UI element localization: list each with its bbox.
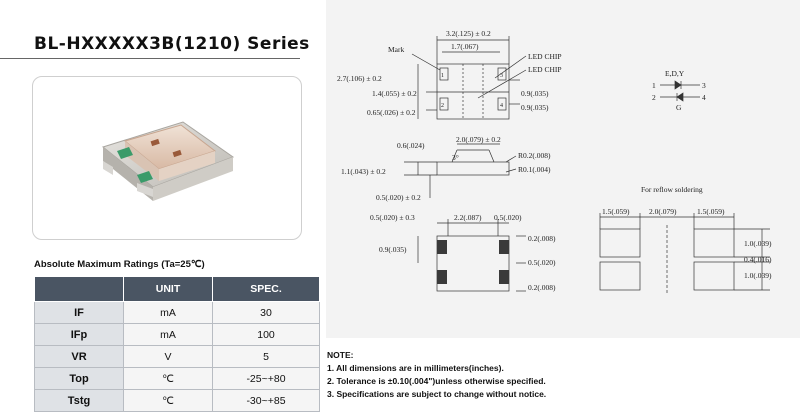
dim-pad-1-4: 1.4(.055) ± 0.2 — [372, 89, 417, 98]
spec-cell: 100 — [213, 324, 320, 346]
drawing-svg — [326, 0, 800, 338]
unit-cell: mA — [124, 302, 213, 324]
radius-0-1: R0.1(.004) — [518, 165, 551, 174]
radius-0-2: R0.2(.008) — [518, 151, 551, 160]
schematic-pin-4: 4 — [702, 93, 706, 102]
dim-bottom-0-2b: 0.2(.008) — [528, 283, 556, 292]
param-cell: Tstg — [35, 390, 124, 412]
notes-section — [327, 349, 546, 401]
dim-side-2-0: 2.0(.079) ± 0.2 — [456, 135, 501, 144]
page-title: BL-HXXXXX3B(1210) Series — [34, 34, 310, 54]
table-row — [35, 346, 320, 368]
pin-1-label: 1 — [441, 73, 444, 79]
spec-cell: -25~+80 — [213, 368, 320, 390]
header-cell — [35, 277, 124, 302]
dim-top-width: 3.2(.125) ± 0.2 — [446, 29, 491, 38]
ratings-table — [34, 276, 320, 412]
param-cell: VR — [35, 346, 124, 368]
reflow-dim-2-0: 2.0(.079) — [649, 207, 677, 216]
dim-inner-width: 1.7(.067) — [451, 42, 479, 51]
header-cell: SPEC. — [213, 277, 320, 302]
dim-right-0-9a: 0.9(.035) — [521, 89, 549, 98]
led-chip-label-2: LED CHIP — [528, 65, 562, 74]
notes-heading: NOTE: — [327, 350, 354, 360]
header-cell: UNIT — [124, 277, 213, 302]
led-chip-label-1: LED CHIP — [528, 52, 562, 61]
param-cell: Top — [35, 368, 124, 390]
dim-bottom-0-2a: 0.2(.008) — [528, 234, 556, 243]
unit-cell: ℃ — [124, 368, 213, 390]
spec-cell: 30 — [213, 302, 320, 324]
dim-bottom-0-9: 0.9(.035) — [379, 245, 407, 254]
dim-height-total: 2.7(.106) ± 0.2 — [337, 74, 382, 83]
table-row — [35, 324, 320, 346]
reflow-title: For reflow soldering — [641, 185, 703, 194]
mark-label: Mark — [388, 45, 405, 54]
left-panel — [0, 0, 322, 407]
dim-bottom-0-5a: 0.5(.020) ± 0.3 — [370, 213, 415, 222]
dim-bottom-2-2: 2.2(.087) — [454, 213, 482, 222]
unit-cell: mA — [124, 324, 213, 346]
led-package-illustration — [33, 77, 301, 239]
table-row — [35, 302, 320, 324]
pin-4-label: 4 — [500, 103, 503, 109]
dim-side-0-5: 0.5(.020) ± 0.2 — [376, 193, 421, 202]
dim-side-0-6: 0.6(.024) — [397, 141, 425, 150]
param-cell: IF — [35, 302, 124, 324]
note-item: 2. Tolerance is ±0.10(.004")unless otherwise specified. — [327, 376, 546, 386]
table-row — [35, 368, 320, 390]
ratings-title: Absolute Maximum Ratings (Ta=25℃) — [34, 259, 205, 270]
table-row — [35, 390, 320, 412]
table-header-row — [35, 277, 320, 302]
reflow-dim-1-0a: 1.0(.039) — [744, 239, 772, 248]
schematic-top-label: E,D,Y — [665, 69, 685, 78]
dim-bottom-0-5b: 0.5(.020) — [494, 213, 522, 222]
title-divider — [0, 58, 300, 59]
reflow-dim-0-4: 0.4(.016) — [744, 255, 772, 264]
pin-3-label: 3 — [500, 73, 503, 79]
product-photo — [32, 76, 302, 240]
unit-cell: ℃ — [124, 390, 213, 412]
reflow-dim-1-5b: 1.5(.059) — [697, 207, 725, 216]
angle-label: 3° — [452, 153, 459, 162]
reflow-dim-1-5a: 1.5(.059) — [602, 207, 630, 216]
spec-cell: 5 — [213, 346, 320, 368]
schematic-pin-3: 3 — [702, 81, 706, 90]
param-cell: IFp — [35, 324, 124, 346]
note-item: 1. All dimensions are in millimeters(inches). — [327, 363, 504, 373]
dim-pad-0-65: 0.65(.026) ± 0.2 — [367, 108, 416, 117]
dim-right-0-9b: 0.9(.035) — [521, 103, 549, 112]
pin-2-label: 2 — [441, 103, 444, 109]
spec-cell: -30~+85 — [213, 390, 320, 412]
schematic-pin-2: 2 — [652, 93, 656, 102]
note-item: 3. Specifications are subject to change without notice. — [327, 389, 547, 399]
dim-bottom-0-5c: 0.5(.020) — [528, 258, 556, 267]
dimension-drawing — [326, 0, 800, 338]
unit-cell: V — [124, 346, 213, 368]
schematic-bottom-label: G — [676, 103, 682, 112]
dim-side-1-1: 1.1(.043) ± 0.2 — [341, 167, 386, 176]
schematic-pin-1: 1 — [652, 81, 656, 90]
reflow-dim-1-0b: 1.0(.039) — [744, 271, 772, 280]
